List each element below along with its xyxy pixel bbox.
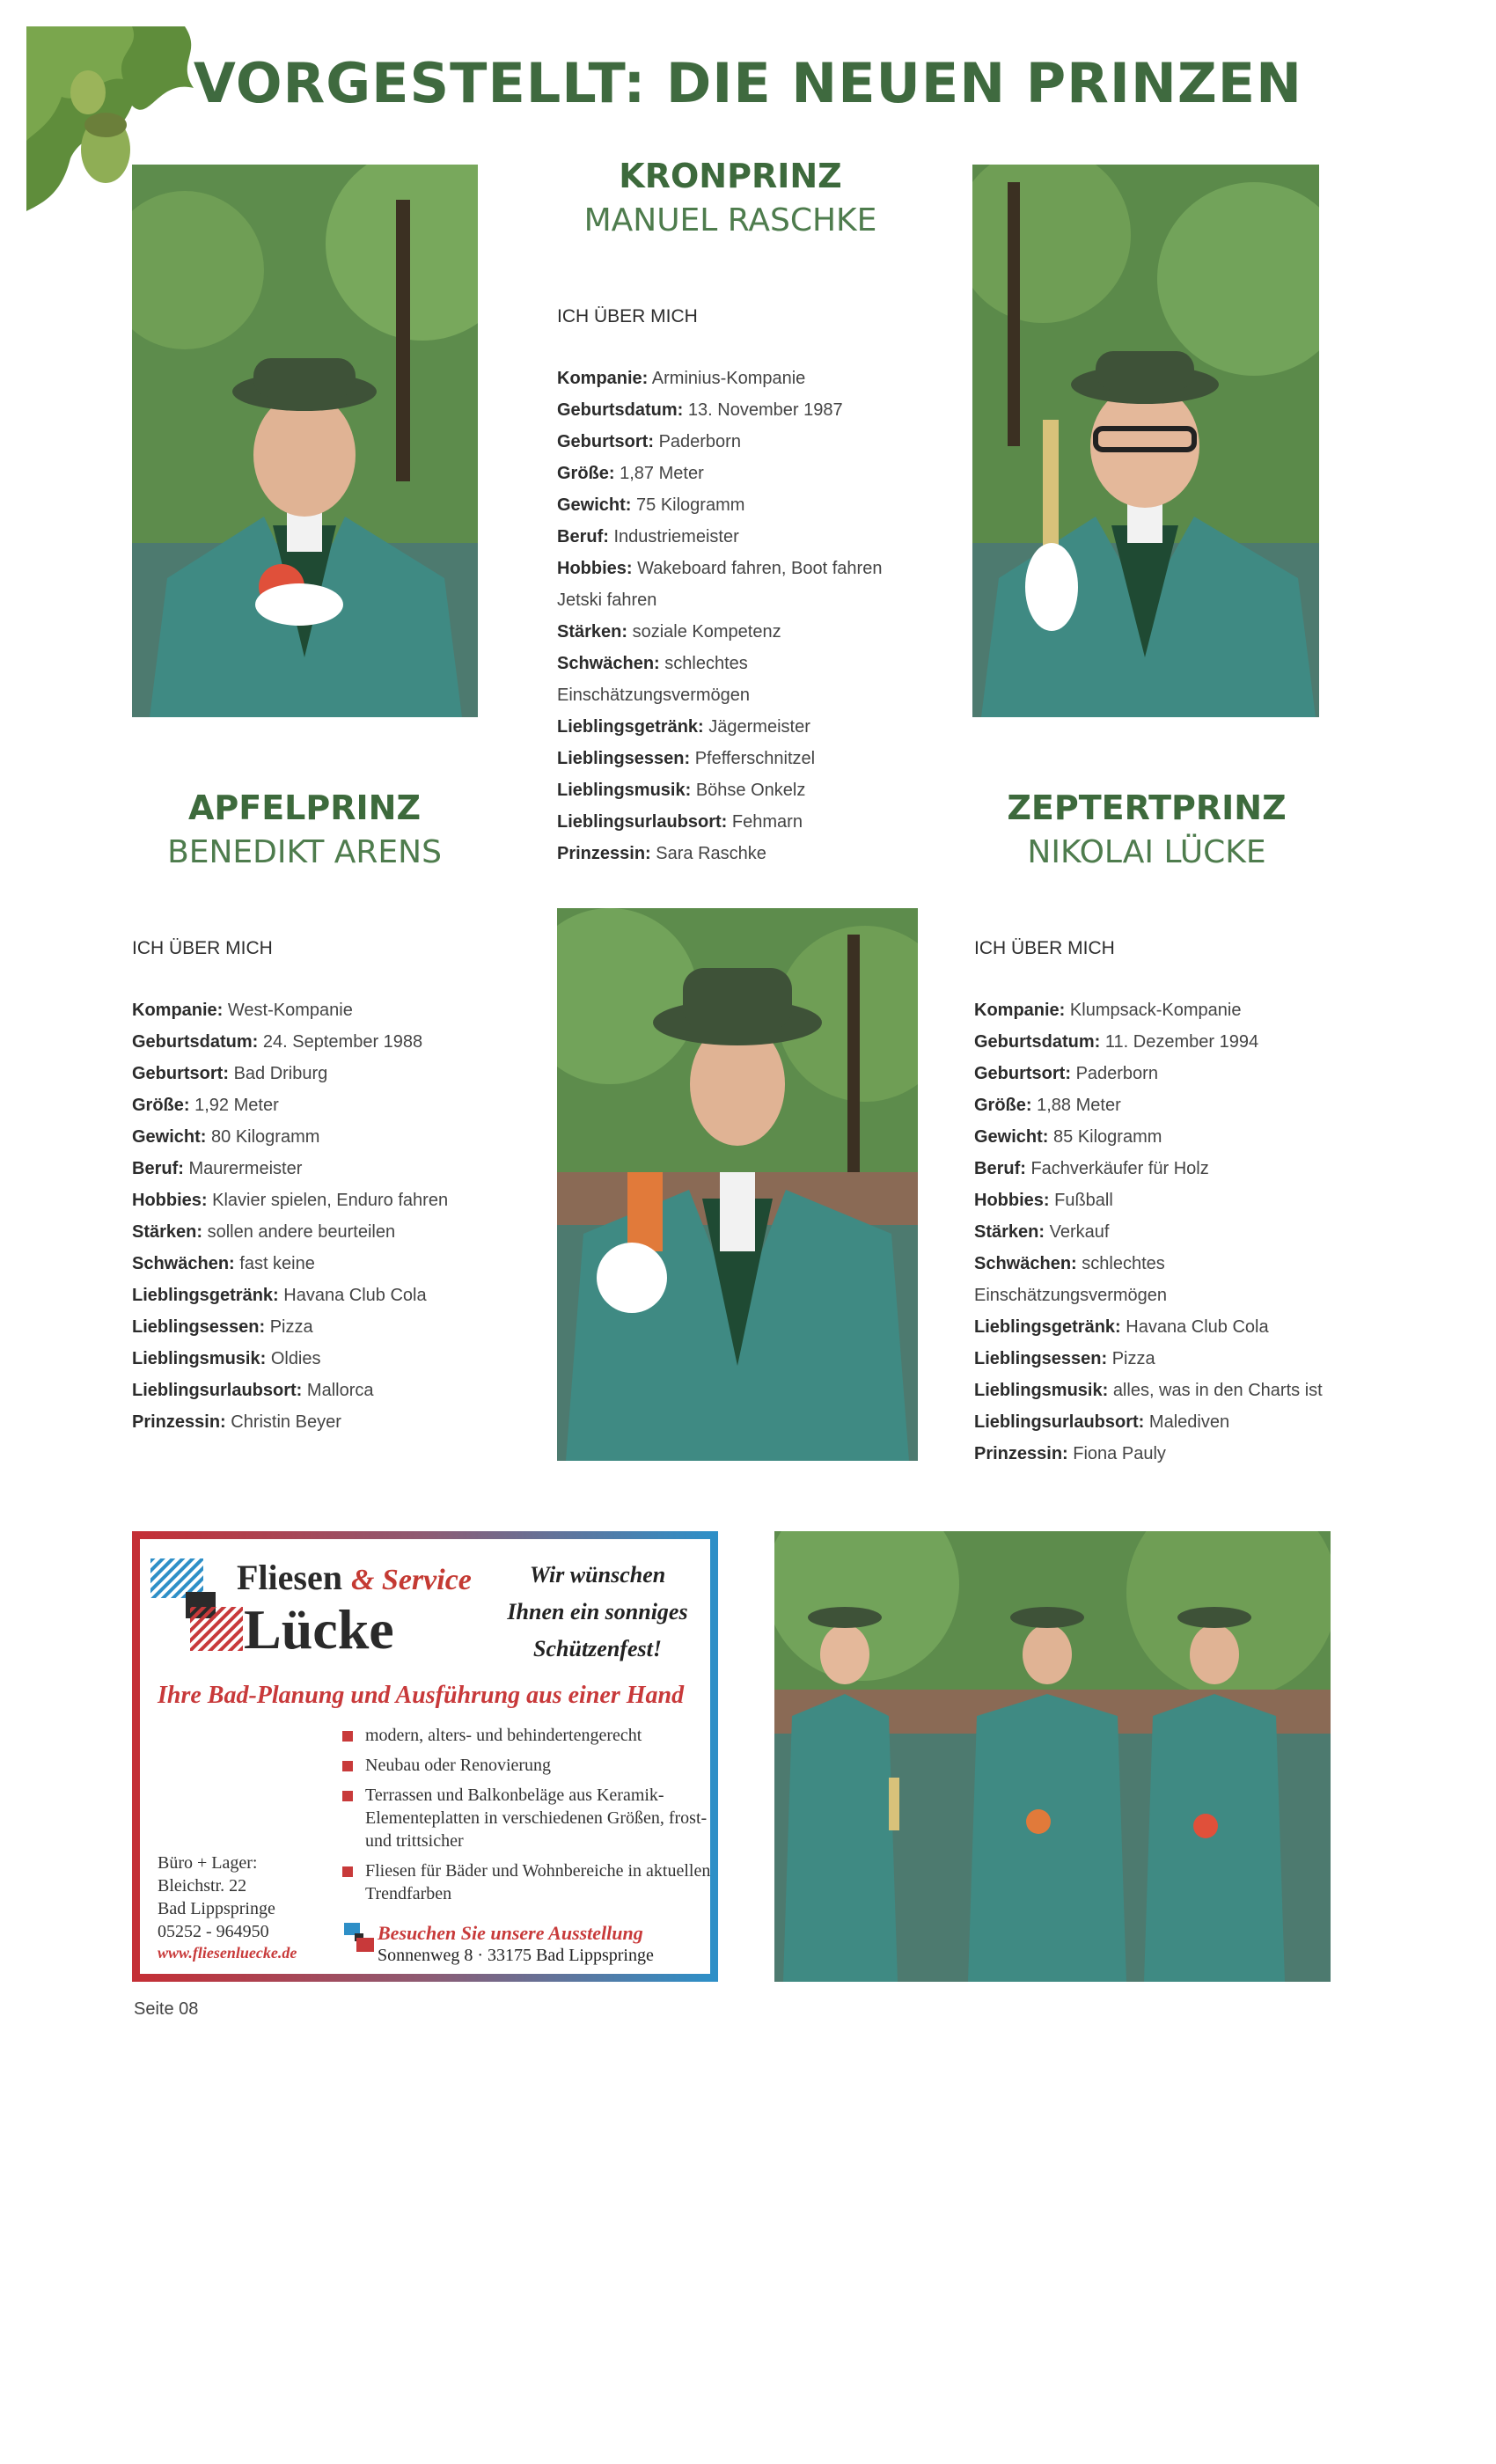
small-logo-icon — [344, 1923, 374, 1953]
fact-row: Größe: 1,87 Meter — [557, 464, 704, 483]
fact-row: Lieblingsmusik: Oldies — [132, 1349, 321, 1368]
fact-row: Prinzessin: Sara Raschke — [557, 844, 766, 863]
fact-row: Hobbies: Fußball — [974, 1191, 1113, 1210]
fact-row: Schwächen: schlechtes — [557, 654, 748, 673]
fact-row: Geburtsdatum: 13. November 1987 — [557, 400, 843, 420]
list-item: Terrassen und Balkonbeläge aus Keramik-Elementeplatten in verschiedenen Größen, frost- und trittsicher — [342, 1784, 712, 1852]
fact-row: Lieblingsgetränk: Jägermeister — [557, 717, 810, 737]
fact-row: Schwächen: schlechtes — [974, 1254, 1165, 1273]
zeptertprinz-name: NIKOLAI LÜCKE — [1027, 834, 1266, 870]
photo-zeptertprinz — [972, 165, 1319, 717]
fact-row: Beruf: Maurermeister — [132, 1159, 303, 1178]
page-number: Seite 08 — [134, 1999, 199, 2019]
ad-wish: Wir wünschen Ihnen ein sonniges Schützenfest! — [507, 1562, 688, 1661]
list-item: modern, alters- und behindertengerecht — [342, 1724, 712, 1747]
ad-street-address: Sonnenweg 8 · 33175 Bad Lippspringe — [378, 1946, 654, 1965]
fact-row: Lieblingsmusik: Böhse Onkelz — [557, 781, 806, 800]
fact-row: Hobbies: Klavier spielen, Enduro fahren — [132, 1191, 449, 1210]
fact-row: Einschätzungsvermögen — [974, 1286, 1168, 1305]
fact-row: Prinzessin: Fiona Pauly — [974, 1444, 1166, 1463]
ad-visit-text: Besuchen Sie unsere Ausstellung — [378, 1922, 643, 1944]
fact-row: Lieblingsurlaubsort: Fehmarn — [557, 812, 803, 832]
fact-row: Lieblingsurlaubsort: Mallorca — [132, 1381, 374, 1400]
ad-website-link[interactable]: www.fliesenluecke.de — [158, 1944, 297, 1962]
kronprinz-rank: KRONPRINZ — [619, 157, 842, 195]
fact-row: Größe: 1,92 Meter — [132, 1096, 279, 1115]
fact-row: Lieblingsgetränk: Havana Club Cola — [132, 1286, 427, 1305]
list-item: Fliesen für Bäder und Wohnbereiche in aktuellen Trendfarben — [342, 1859, 712, 1905]
fact-row: Stärken: soziale Kompetenz — [557, 622, 781, 642]
kronprinz-facts — [557, 363, 909, 869]
zeptertprinz-section-label: ICH ÜBER MICH — [974, 938, 1115, 958]
ad-slogan: Ihre Bad-Planung und Ausführung aus einer Hand — [158, 1682, 685, 1709]
fact-row: Lieblingsmusik: alles, was in den Charts ist — [974, 1381, 1323, 1400]
fact-row: Kompanie: Klumpsack-Kompanie — [974, 1001, 1242, 1020]
fact-row: Lieblingsessen: Pizza — [132, 1317, 313, 1337]
apfelprinz-rank: APFELPRINZ — [188, 788, 421, 827]
ad-address: Büro + Lager: Bleichstr. 22 Bad Lippspringe 05252 - 964950 — [158, 1853, 275, 1941]
fact-row: Lieblingsessen: Pizza — [974, 1349, 1155, 1368]
fact-row: Jetski fahren — [557, 590, 657, 610]
zeptertprinz-rank: ZEPTERTPRINZ — [1007, 788, 1287, 827]
fact-row: Größe: 1,88 Meter — [974, 1096, 1121, 1115]
ad-bullet-list — [342, 1724, 712, 1912]
photo-kronprinz — [557, 908, 918, 1461]
fact-row: Geburtsdatum: 11. Dezember 1994 — [974, 1032, 1259, 1052]
fliesen-logo-icon — [150, 1558, 247, 1655]
fact-row: Lieblingsurlaubsort: Malediven — [974, 1412, 1230, 1432]
photo-apfelprinz — [132, 165, 478, 717]
fact-row: Geburtsort: Paderborn — [557, 432, 741, 451]
fact-row: Geburtsort: Paderborn — [974, 1064, 1158, 1083]
ad-brand-line2: Lücke — [244, 1598, 394, 1661]
advertisement-fliesen-luecke — [132, 1531, 718, 1982]
kronprinz-name: MANUEL RASCHKE — [583, 202, 877, 238]
apfelprinz-facts — [132, 994, 519, 1438]
fact-row: Stärken: sollen andere beurteilen — [132, 1222, 396, 1242]
fact-row: Beruf: Fachverkäufer für Holz — [974, 1159, 1209, 1178]
fact-row: Gewicht: 85 Kilogramm — [974, 1127, 1162, 1147]
apfelprinz-name: BENEDIKT ARENS — [167, 834, 442, 870]
fact-row: Kompanie: Arminius-Kompanie — [557, 369, 806, 388]
page-title: VORGESTELLT: DIE NEUEN PRINZEN — [193, 51, 1303, 115]
fact-row: Gewicht: 75 Kilogramm — [557, 495, 745, 515]
ad-brand-line1: Fliesen & Service — [237, 1558, 472, 1597]
fact-row: Prinzessin: Christin Beyer — [132, 1412, 341, 1432]
fact-row: Hobbies: Wakeboard fahren, Boot fahren — [557, 559, 883, 578]
kronprinz-section-label: ICH ÜBER MICH — [557, 306, 698, 326]
fact-row: Schwächen: fast keine — [132, 1254, 315, 1273]
fact-row: Lieblingsgetränk: Havana Club Cola — [974, 1317, 1269, 1337]
fact-row: Lieblingsessen: Pfefferschnitzel — [557, 749, 816, 768]
fact-row: Einschätzungsvermögen — [557, 686, 751, 705]
fact-row: Geburtsdatum: 24. September 1988 — [132, 1032, 423, 1052]
apfelprinz-section-label: ICH ÜBER MICH — [132, 938, 273, 958]
list-item: Neubau oder Renovierung — [342, 1754, 712, 1777]
zeptertprinz-facts — [974, 994, 1361, 1470]
fact-row: Geburtsort: Bad Driburg — [132, 1064, 328, 1083]
fact-row: Kompanie: West-Kompanie — [132, 1001, 353, 1020]
fact-row: Gewicht: 80 Kilogramm — [132, 1127, 320, 1147]
fact-row: Beruf: Industriemeister — [557, 527, 739, 546]
photo-group — [774, 1531, 1331, 1982]
fact-row: Stärken: Verkauf — [974, 1222, 1110, 1242]
